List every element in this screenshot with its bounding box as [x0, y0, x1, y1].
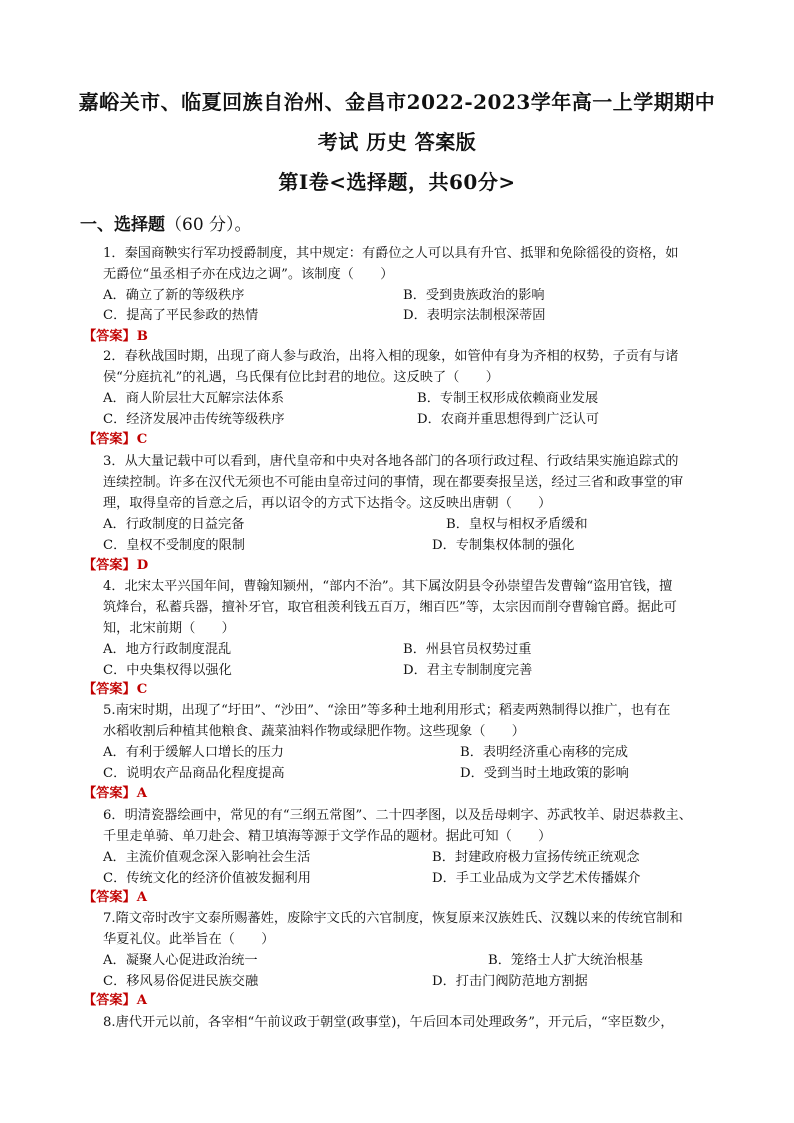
option-d: D．专制集权体制的强化 [432, 538, 575, 553]
answer-4 [83, 680, 147, 700]
answer-value: A [136, 786, 147, 801]
option-b: B．受到贵族政治的影响 [403, 288, 545, 303]
question-line: 连续控制。许多在汉代无须也不可能由皇帝过问的事情，现在都要奏报呈送，经过三省和政事堂的审 [103, 475, 684, 490]
question-line: 筑烽台，私蓄兵器，擅补牙官，取官租羡利钱五百万，缃百匹”等，太宗因而削夺曹翰官爵。据此可 [103, 600, 677, 615]
question-5 [103, 700, 715, 742]
question-1 [103, 243, 715, 285]
answer-2 [83, 430, 147, 450]
question-line: 侯“分庭抗礼”的礼遇，乌氏倮有位比封君的地位。这反映了（ ） [103, 370, 499, 385]
question-line: 6．明清瓷器绘画中，常见的有“三纲五常图”、二十四孝图，以及岳母刺字、苏武牧羊、尉迟恭救主、 [103, 808, 692, 823]
question-4 [103, 576, 715, 639]
question-line: 2．春秋战国时期，出现了商人参与政治，出将入相的现象，如管仲有身为齐相的权势，子贡有与诸 [103, 349, 679, 364]
option-b: B．州县官员权势过重 [403, 642, 532, 657]
section-score: （60 分）。 [165, 215, 252, 235]
answer-value: B [136, 329, 148, 344]
answer-7 [83, 991, 147, 1011]
option-c: C．传统文化的经济价值被发掘利用 [103, 871, 311, 886]
answer-label: 【答案】 [83, 890, 136, 905]
volume-title: 第Ⅰ卷<选择题，共60分> [278, 170, 516, 194]
option-a: A．地方行政制度混乱 [103, 642, 232, 657]
section-title: 一、选择题 [80, 215, 165, 235]
question-6 [103, 805, 715, 847]
option-a: A．主流价值观念深入影响社会生活 [103, 850, 311, 865]
option-b: B．笼络士人扩大统治根基 [488, 953, 643, 968]
answer-label: 【答案】 [83, 993, 136, 1008]
option-d: D．君主专制制度完善 [403, 663, 533, 678]
question-line: 1．秦国商鞅实行军功授爵制度，其中规定：有爵位之人可以具有升官、抵罪和免除徭役的资格，如 [103, 246, 679, 261]
answer-label: 【答案】 [83, 558, 136, 573]
option-c: C．说明农产品商品化程度提高 [103, 766, 285, 781]
question-line: 华夏礼仪。此举旨在（ ） [103, 932, 275, 947]
question-line: 无爵位“虽丞相子亦在戍边之调”。该制度（ ） [103, 267, 394, 282]
section-heading [80, 210, 252, 235]
question-line: 千里走单骑、单刀赴会、精卫填海等源于文学作品的题材。据此可知（ ） [103, 829, 552, 844]
option-a: A．有利于缓解人口增长的压力 [103, 745, 284, 760]
question-7 [103, 908, 715, 950]
exam-title-line1: 嘉峪关市、临夏回族自治州、金昌市2022-2023学年高一上学期期中 [78, 90, 716, 114]
question-8 [103, 1012, 715, 1033]
option-d: D．受到当时土地政策的影响 [460, 766, 629, 781]
answer-value: A [136, 890, 147, 905]
option-b: B．封建政府极力宣扬传统正统观念 [432, 850, 640, 865]
option-c: C．提高了平民参政的热情 [103, 308, 259, 323]
question-line: 水稻收割后种植其他粮食、蔬菜油料作物或绿肥作物。这些现象（ ） [103, 724, 525, 739]
option-c: C．皇权不受制度的限制 [103, 538, 245, 553]
option-c: C．中央集权得以强化 [103, 663, 232, 678]
question-line: 7.隋文帝时改宇文泰所赐蕃姓，废除宇文氏的六官制度，恢复原来汉族姓氏、汉魏以来的传统官制和 [103, 911, 683, 926]
question-line: 5.南宋时期，出现了“圩田”、“沙田”、“涂田”等多种土地利用形式；稻麦两熟制得以推广，也有在 [103, 703, 671, 718]
answer-value: C [136, 432, 148, 447]
answer-label: 【答案】 [83, 432, 136, 447]
answer-value: D [136, 558, 149, 573]
option-b: B．皇权与相权矛盾缓和 [446, 517, 588, 532]
question-line: 3．从大量记载中可以看到，唐代皇帝和中央对各地各部门的各项行政过程、行政结果实施追踪式的 [103, 454, 679, 469]
answer-label: 【答案】 [83, 329, 136, 344]
answer-1 [83, 327, 148, 347]
question-line: 8.唐代开元以前，各宰相“午前议政于朝堂(政事堂)，午后回本司处理政务”，开元后，“宰臣数少， [103, 1015, 674, 1030]
option-b: B．专制王权形成依赖商业发展 [417, 391, 599, 406]
option-a: A．商人阶层壮大瓦解宗法体系 [103, 391, 284, 406]
answer-value: A [136, 993, 147, 1008]
answer-3 [83, 556, 148, 576]
option-b: B．表明经济重心南移的完成 [460, 745, 628, 760]
answer-label: 【答案】 [83, 682, 136, 697]
question-2 [103, 346, 715, 388]
option-c: C．经济发展冲击传统等级秩序 [103, 412, 285, 427]
option-d: D．手工业品成为文学艺术传播媒介 [432, 871, 641, 886]
option-a: A．行政制度的日益完备 [103, 517, 245, 532]
option-d: D．农商并重思想得到广泛认可 [417, 412, 600, 427]
option-d: D．表明宗法制根深蒂固 [403, 308, 546, 323]
question-line: 4．北宋太平兴国年间，曹翰知颍州，“部内不治”。其下属汝阴县令孙崇望告发曹翰“盗用官钱，擅 [103, 579, 673, 594]
exam-title-line2: 考试 历史 答案版 [317, 130, 477, 154]
question-line: 理，取得皇帝的旨意之后，再以诏令的方式下达指令。这反映出唐朝（ ） [103, 496, 552, 511]
answer-value: C [136, 682, 148, 697]
answer-label: 【答案】 [83, 786, 136, 801]
option-a: A．凝聚人心促进政治统一 [103, 953, 258, 968]
option-d: D．打击门阀防范地方割据 [432, 974, 588, 989]
question-3 [103, 451, 715, 514]
option-c: C．移风易俗促进民族交融 [103, 974, 259, 989]
option-a: A．确立了新的等级秩序 [103, 288, 245, 303]
answer-5 [83, 784, 147, 804]
answer-6 [83, 888, 147, 908]
question-line: 知，北宋前期（ ） [103, 621, 235, 636]
